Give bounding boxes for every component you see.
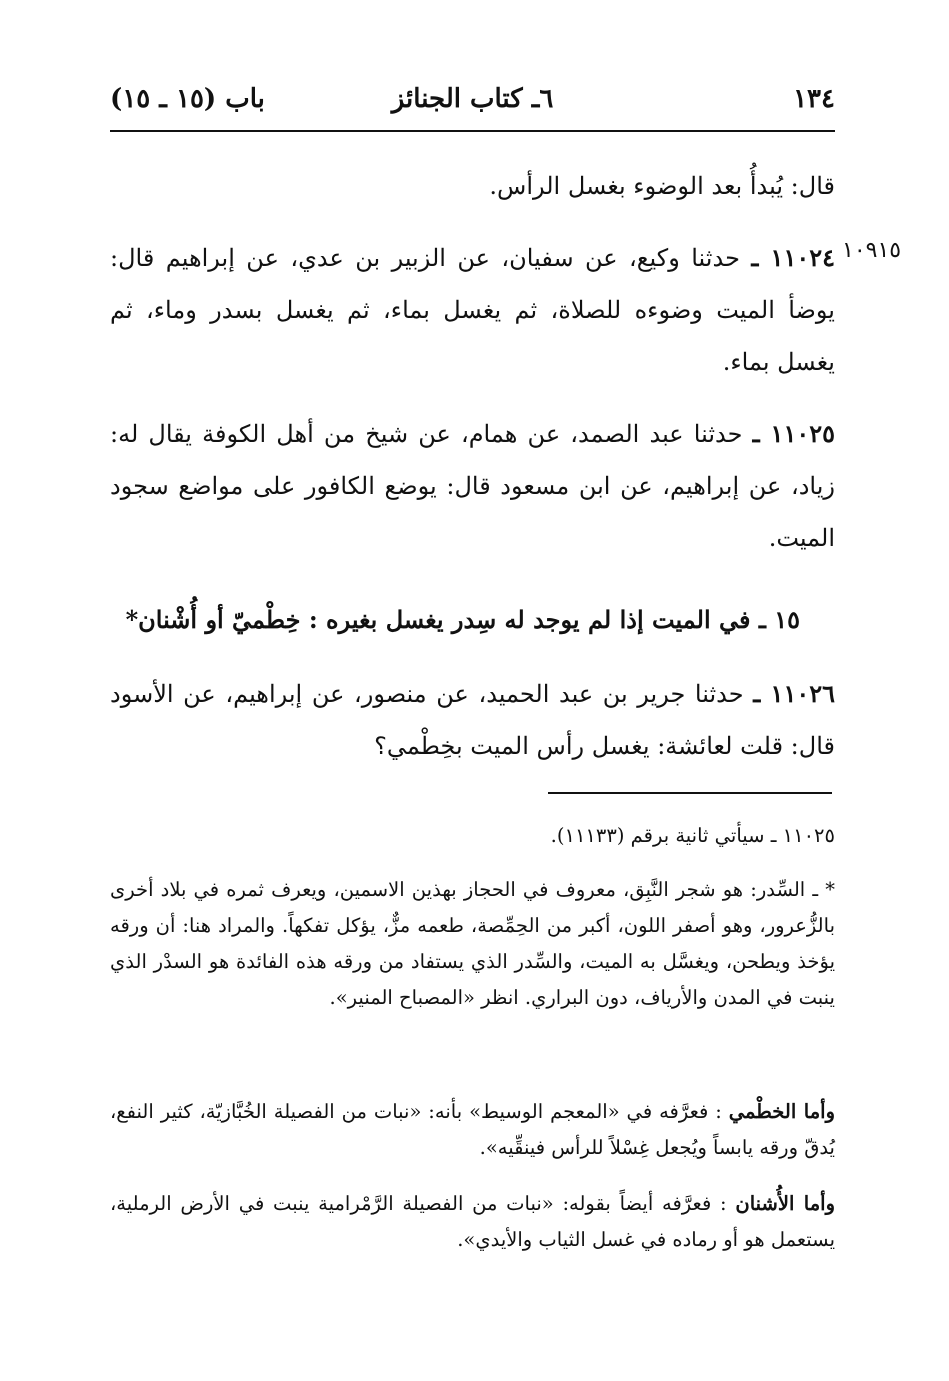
hadith-number: ١١٠٢٥ ـ (752, 419, 835, 448)
hadith-text: حدثنا عبد الصمد، عن همام، عن شيخ من أهل الكوفة يقال له: زياد، عن إبراهيم، عن ابن مسعود قال: يوضع الكافور على مواضع سجود الميت. (110, 420, 835, 552)
footnote-definition: : فعرَّفه أيضاً بقوله: «نبات من الفصيلة الرَّمْرامية ينبت في الأرض الرملية، يستعمل هو أو رماده في غسل الثياب والأيدي». (110, 1192, 835, 1251)
footnote-11025: ١١٠٢٥ ـ سيأتي ثانية برقم (١١١٣٣). (550, 824, 835, 847)
hadith-11025 (110, 408, 835, 564)
page-number: ١٣٤ (793, 84, 835, 114)
footnote-divider (548, 792, 832, 794)
footnote-term: وأما الأُشنان (735, 1192, 835, 1215)
margin-reference-number: ١٠٩١٥ (842, 238, 902, 263)
footnote-ushnan (110, 1186, 835, 1258)
hadith-number: ١١٠٢٦ ـ (753, 679, 835, 708)
hadith-text: حدثنا وكيع، عن سفيان، عن الزبير بن عدي، عن إبراهيم قال: يوضأ الميت وضوءه للصلاة، ثم يغسل بماء، ثم يغسل بسدر وماء، ثم يغسل بماء. (110, 244, 835, 376)
footnote-definition: : فعرَّفه في «المعجم الوسيط» بأنه: «نبات من الفصيلة الخُبَّازيّة، كثير النفع، يُدقّ ورقه يابساً ويُجعل غِسْلاً للرأس فينقِّيه». (110, 1100, 835, 1159)
chapter-range: باب (١٥ ـ ١٥) (110, 84, 265, 114)
hadith-11026 (110, 668, 835, 772)
footnote-sidr: * ـ السِّدر: هو شجر النَّبِق، معروف في الحجاز بهذين الاسمين، ويعرف ثمره في بلاد أخرى بالزُّعرور، وهو أصفر اللون، أكبر من الحِمِّصة، طعمه مزٌّ، يؤكل تفكهاً. والمراد هنا: أن ورقه يؤخذ ويطحن، ويغسَّل به الميت، والسِّدر الذي يستفاد من ورقه هذه الفائدة هو السدْر الذي ينبت في المدن والأرياف، دون البراري. انظر «المصباح المنير». (110, 878, 835, 1009)
hadith-text: حدثنا جرير بن عبد الحميد، عن منصور، عن إبراهيم، عن الأسود قال: قلت لعائشة: يغسل رأس الميت بخِطْمي؟ (110, 680, 835, 760)
footnote-khitmi (110, 1094, 835, 1166)
intro-line: قال: يُبدأُ بعد الوضوء بغسل الرأس. (489, 172, 835, 200)
hadith-11024 (110, 232, 835, 388)
page-header (110, 84, 835, 124)
hadith-number: ١١٠٢٤ ـ (751, 243, 835, 272)
footnote-term: وأما الخطْمي (728, 1100, 835, 1123)
header-divider (110, 130, 835, 132)
section-heading: ١٥ ـ في الميت إذا لم يوجد له سِدر يغسل بغيره : خِطْميّ أو أُشْنان* (125, 605, 800, 634)
book-title: ٦ـ كتاب الجنائز (391, 84, 554, 114)
